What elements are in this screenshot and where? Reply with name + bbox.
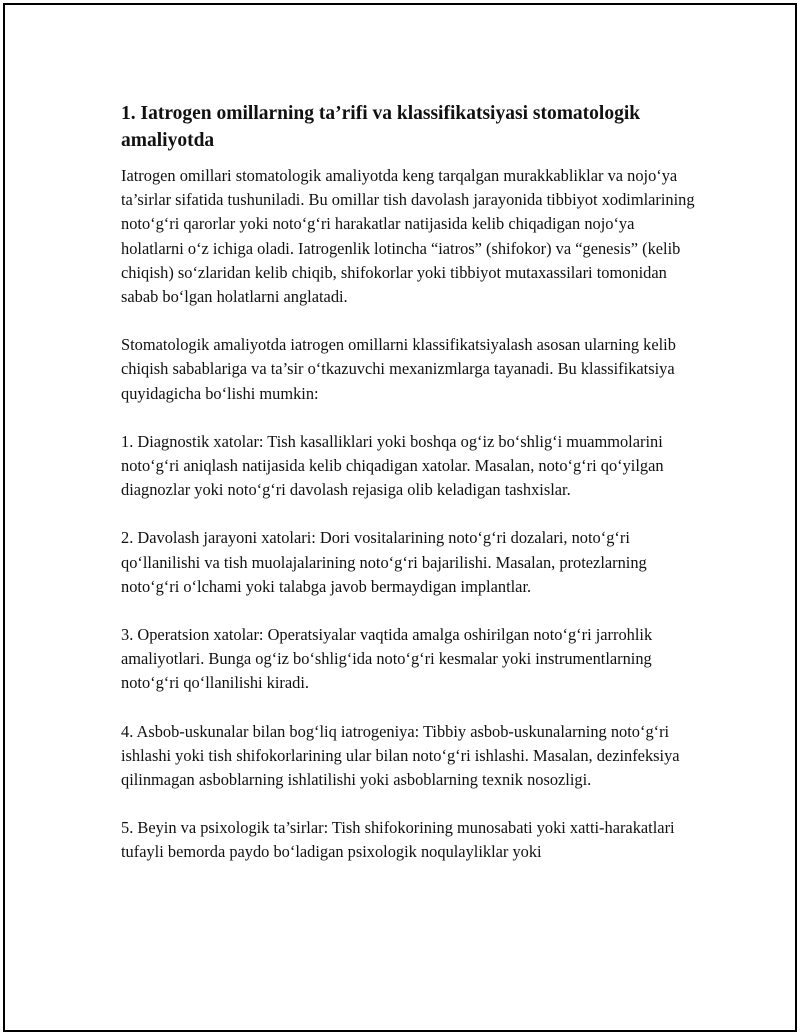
page-frame [3,3,797,1032]
list-item-diagnostic-errors: 1. Diagnostik xatolar: Tish kasalliklari yoki boshqa og‘iz bo‘shlig‘i muammolarini noto‘g‘ri aniqlash natijasida kelib chiqadigan xatolar. Masalan, noto‘g‘ri qo‘yilgan diagnozlar yoki noto‘g‘ri davolash rejasiga olib keladigan tashxislar. [121,431,664,500]
list-item-operational-errors: 3. Operatsion xatolar: Operatsiyalar vaqtida amalga oshirilgan noto‘g‘ri jarrohlik amaliyotlari. Bunga og‘iz bo‘shlig‘ida noto‘g‘ri kesmalar yoki instrumentlarning noto‘g‘ri qo‘llanilishi kiradi. [121,625,653,693]
classification-paragraph: Stomatologik amaliyotda iatrogen omillarni klassifikatsiyalash asosan ularning kelib chiqish sabablariga va ta’sir o‘tkazuvchi mexanizmlarga tayanadi. Bu klassifikatsiya quyidagicha bo‘lishi mumkin: [121,335,676,403]
document-body [121,100,699,889]
intro-paragraph: Iatrogen omillari stomatologik amaliyotda keng tarqalgan murakkabliklar va nojo‘ya ta’sirlar sifatida tushuniladi. Bu omillar tish davolash jarayonida tibbiyot xodimlarining noto‘g‘ri qarorlar yoki noto‘g‘ri harakatlar natijasida kelib chiqadigan nojo‘ya holatlarni o‘z ichiga oladi. Iatrogenlik lotincha “iatros” (shifokor) va “genesis” (kelib chiqish) so‘zlaridan kelib chiqib, shifokorlar yoki tibbiyot mutaxassilari tomonidan sabab bo‘lgan holatlarni anglatadi. [121,166,695,307]
section-heading: 1. Iatrogen omillarning ta’rifi va klassifikatsiyasi stomatologik amaliyotda [121,103,641,151]
list-item-treatment-errors: 2. Davolash jarayoni xatolari: Dori vositalarining noto‘g‘ri dozalari, noto‘g‘ri qo‘llanilishi va tish muolajalarining noto‘g‘ri bajarilishi. Masalan, protezlarning noto‘g‘ri o‘lchami yoki talabga javob bermaydigan implantlar. [121,528,647,596]
list-item-psychological-effects: 5. Beyin va psixologik ta’sirlar: Tish shifokorining munosabati yoki xatti-harakatlari tufayli bemorda paydo bo‘ladigan psixologik noqulayliklar yoki [121,818,675,862]
list-item-equipment-iatrogeny: 4. Asbob-uskunalar bilan bog‘liq iatrogeniya: Tibbiy asbob-uskunalarning noto‘g‘ri ishlashi yoki tish shifokorlarining ular bilan noto‘g‘ri ishlashi. Masalan, dezinfeksiya qilinmagan asboblarning ishlatilishi yoki asboblarning texnik nosozligi. [121,721,680,790]
